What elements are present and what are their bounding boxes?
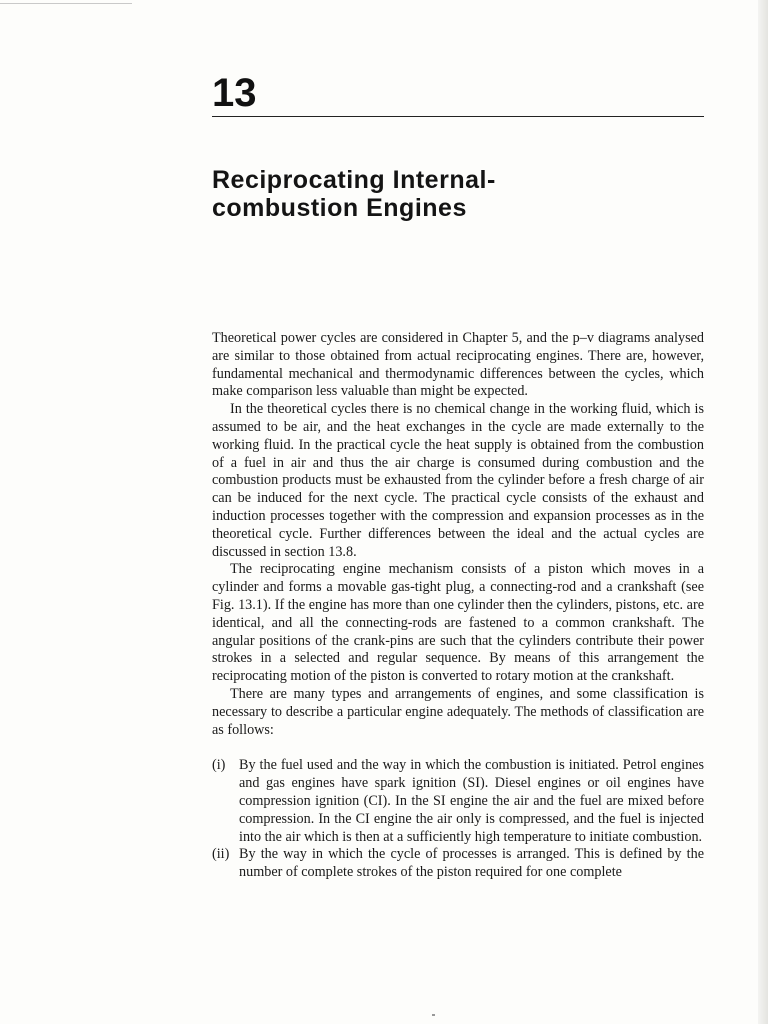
list-marker: (i) <box>212 757 226 774</box>
list-item-text: By the fuel used and the way in which the combustion is initiated. Petrol engines and gas engines have spark ignition (SI). Diesel engines or oil engines have compression ignition (CI). In the SI engine the air and the fuel are mixed before compression. In the CI engine the air only is compressed, and the fuel is injected into the air which is then at a sufficiently high temperature to initiate combustion. <box>239 757 704 845</box>
classification-list <box>212 757 704 882</box>
chapter-title-line-2: combustion Engines <box>212 194 467 222</box>
paragraph-2: In the theoretical cycles there is no chemical change in the working fluid, which is assumed to be air, and the heat exchanges in the cycle are made externally to the working fluid. In the practical cycle the heat supply is obtained from the combustion of a fuel in air and thus the air charge is consumed during combustion and the combustion products must be exhausted from the cylinder before a fresh charge of air can be induced for the next cycle. The practical cycle consists of the exhaust and induction processes together with the compression and expansion processes as in the theoretical cycle. Further differences between the ideal and the actual cycles are discussed in section 13.8. <box>212 401 704 560</box>
chapter-rule <box>212 116 704 117</box>
list-marker: (ii) <box>212 846 230 863</box>
scan-top-mark <box>0 3 132 4</box>
scan-speck <box>432 1014 435 1016</box>
chapter-title <box>212 166 692 222</box>
scan-edge-shadow <box>758 0 768 1024</box>
body-text <box>212 330 704 882</box>
paragraph-1: Theoretical power cycles are considered in Chapter 5, and the p–v diagrams analysed are similar to those obtained from actual reciprocating engines. There are, however, fundamental mechanical and thermodynamic differences between the cycles, which make comparison less valuable than might be expected. <box>212 330 704 400</box>
chapter-title-line-1: Reciprocating Internal- <box>212 166 496 194</box>
list-item <box>212 846 704 882</box>
list-item-text: By the way in which the cycle of processes is arranged. This is defined by the number of complete strokes of the piston required for one complete <box>239 846 704 881</box>
chapter-number: 13 <box>212 71 257 115</box>
paragraph-3: The reciprocating engine mechanism consists of a piston which moves in a cylinder and forms a movable gas-tight plug, a connecting-rod and a crankshaft (see Fig. 13.1). If the engine has more than one cylinder then the cylinders, pistons, etc. are identical, and all the connecting-rods are fastened to a common crankshaft. The angular positions of the crank-pins are such that the cylinders contribute their power strokes in a selected and regular sequence. By means of this arrangement the reciprocating motion of the piston is converted to rotary motion at the crankshaft. <box>212 561 704 685</box>
paragraph-4: There are many types and arrangements of engines, and some classification is necessary to describe a particular engine adequately. The methods of classification are as follows: <box>212 685 704 738</box>
list-item <box>212 757 704 846</box>
